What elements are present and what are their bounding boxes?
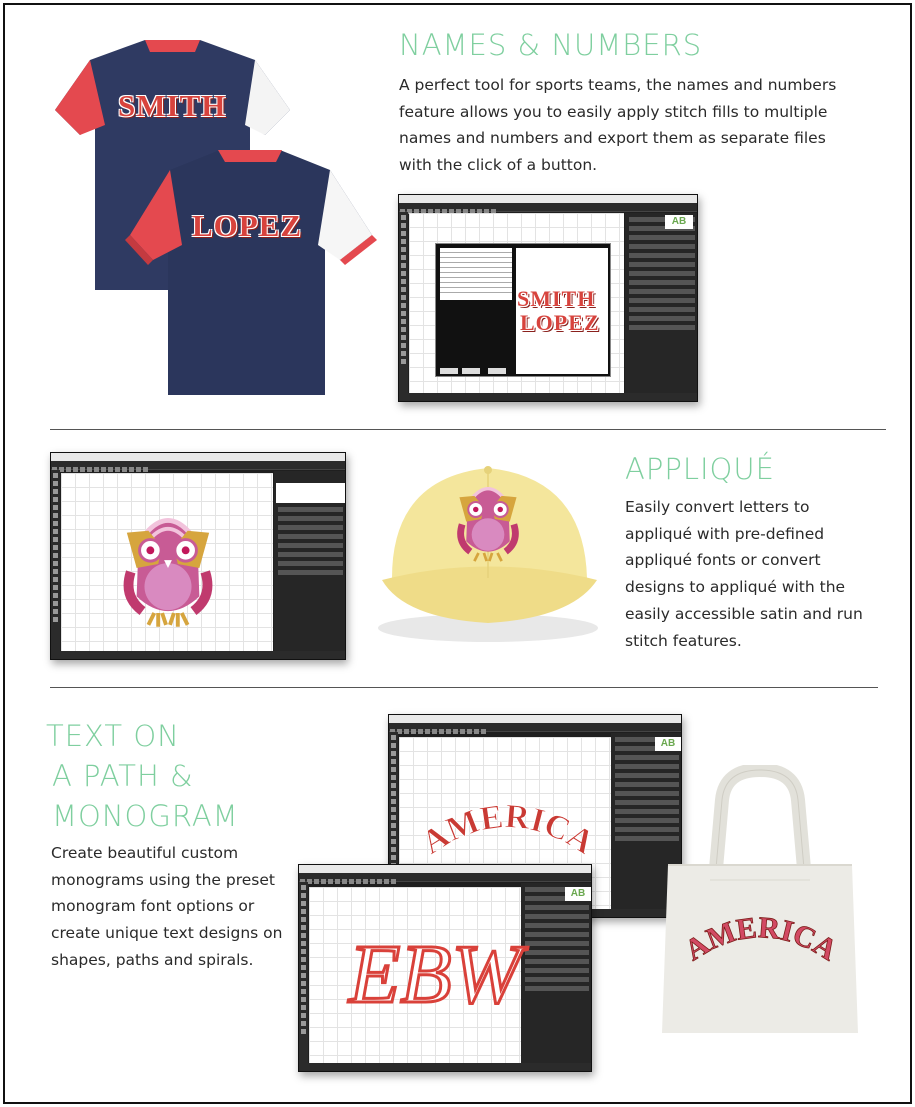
- preview-name-2: LOPEZ: [520, 310, 600, 335]
- bag-arc-text-design: [666, 895, 856, 985]
- bag-arc-text: AMERICA: [679, 911, 843, 968]
- owl-design-on-cap: [454, 476, 522, 571]
- svg-text:AMERICA: [416, 798, 601, 862]
- window-titlebar: [389, 715, 681, 723]
- left-toolbar: [399, 212, 408, 393]
- window-statusbar: [51, 651, 345, 659]
- names-numbers-heading: NAMES & NUMBERS: [399, 28, 703, 62]
- applique-heading: APPLIQUÉ: [625, 452, 775, 486]
- tote-bag-illustration: [660, 765, 860, 1040]
- section-divider-2: [50, 687, 878, 688]
- section-divider-1: [50, 429, 886, 430]
- applique-software-screenshot: [50, 452, 346, 660]
- window-toolbar: [299, 873, 591, 882]
- dialog-button-3[interactable]: [488, 368, 506, 374]
- window-titlebar: [51, 453, 345, 461]
- text-path-heading-line2: A PATH &: [52, 759, 194, 793]
- font-preview-badge: AB: [655, 737, 681, 751]
- left-toolbar: [299, 882, 308, 1063]
- font-preview-badge: AB: [665, 215, 693, 229]
- window-toolbar: [51, 461, 345, 470]
- properties-panel: [274, 471, 346, 653]
- names-numbers-text: A perfect tool for sports teams, the names and numbers feature allows you to easily apply stitch fills to multiple names and numbers and export them as separate files with the click of a button.: [399, 76, 837, 175]
- properties-panel: [625, 213, 698, 395]
- applique-text: Easily convert letters to appliqué with pre-defined appliqué fonts or convert designs to appliqué with the easily accessible satin and run stitch features.: [625, 498, 863, 650]
- shirt-front-name: LOPEZ: [192, 208, 303, 243]
- owl-design-small: [119, 501, 217, 638]
- text-path-heading-line1: TEXT ON: [46, 719, 180, 753]
- cap-illustration: [372, 458, 604, 643]
- left-toolbar: [51, 470, 60, 651]
- preview-name-1: SMITH: [517, 286, 596, 311]
- monogram-software-screenshot: [298, 864, 592, 1072]
- arc-text: AMERICA: [415, 797, 601, 862]
- window-toolbar: [399, 203, 697, 212]
- names-numbers-software-screenshot: [398, 194, 698, 402]
- window-statusbar: [299, 1063, 591, 1071]
- window-titlebar: [299, 865, 591, 873]
- text-path-heading-line3: MONOGRAM: [52, 799, 239, 833]
- window-titlebar: [399, 195, 697, 203]
- names-list: [440, 248, 512, 300]
- dialog-button-2[interactable]: [462, 368, 480, 374]
- shirts-illustration: [50, 30, 380, 400]
- text-path-text: Create beautiful custom monograms using the preset monogram font options or create unique text designs on shapes, paths and spirals.: [51, 844, 283, 969]
- window-toolbar: [389, 723, 681, 732]
- panel-text-box[interactable]: [276, 483, 345, 503]
- svg-text:AMERICA: [679, 911, 843, 967]
- shirt-back-name: SMITH: [118, 88, 227, 123]
- font-preview-badge: AB: [565, 887, 591, 901]
- monogram-design: EBW: [349, 928, 522, 1021]
- properties-panel: [521, 883, 592, 1072]
- window-statusbar: [399, 393, 697, 401]
- dialog-button-1[interactable]: [440, 368, 458, 374]
